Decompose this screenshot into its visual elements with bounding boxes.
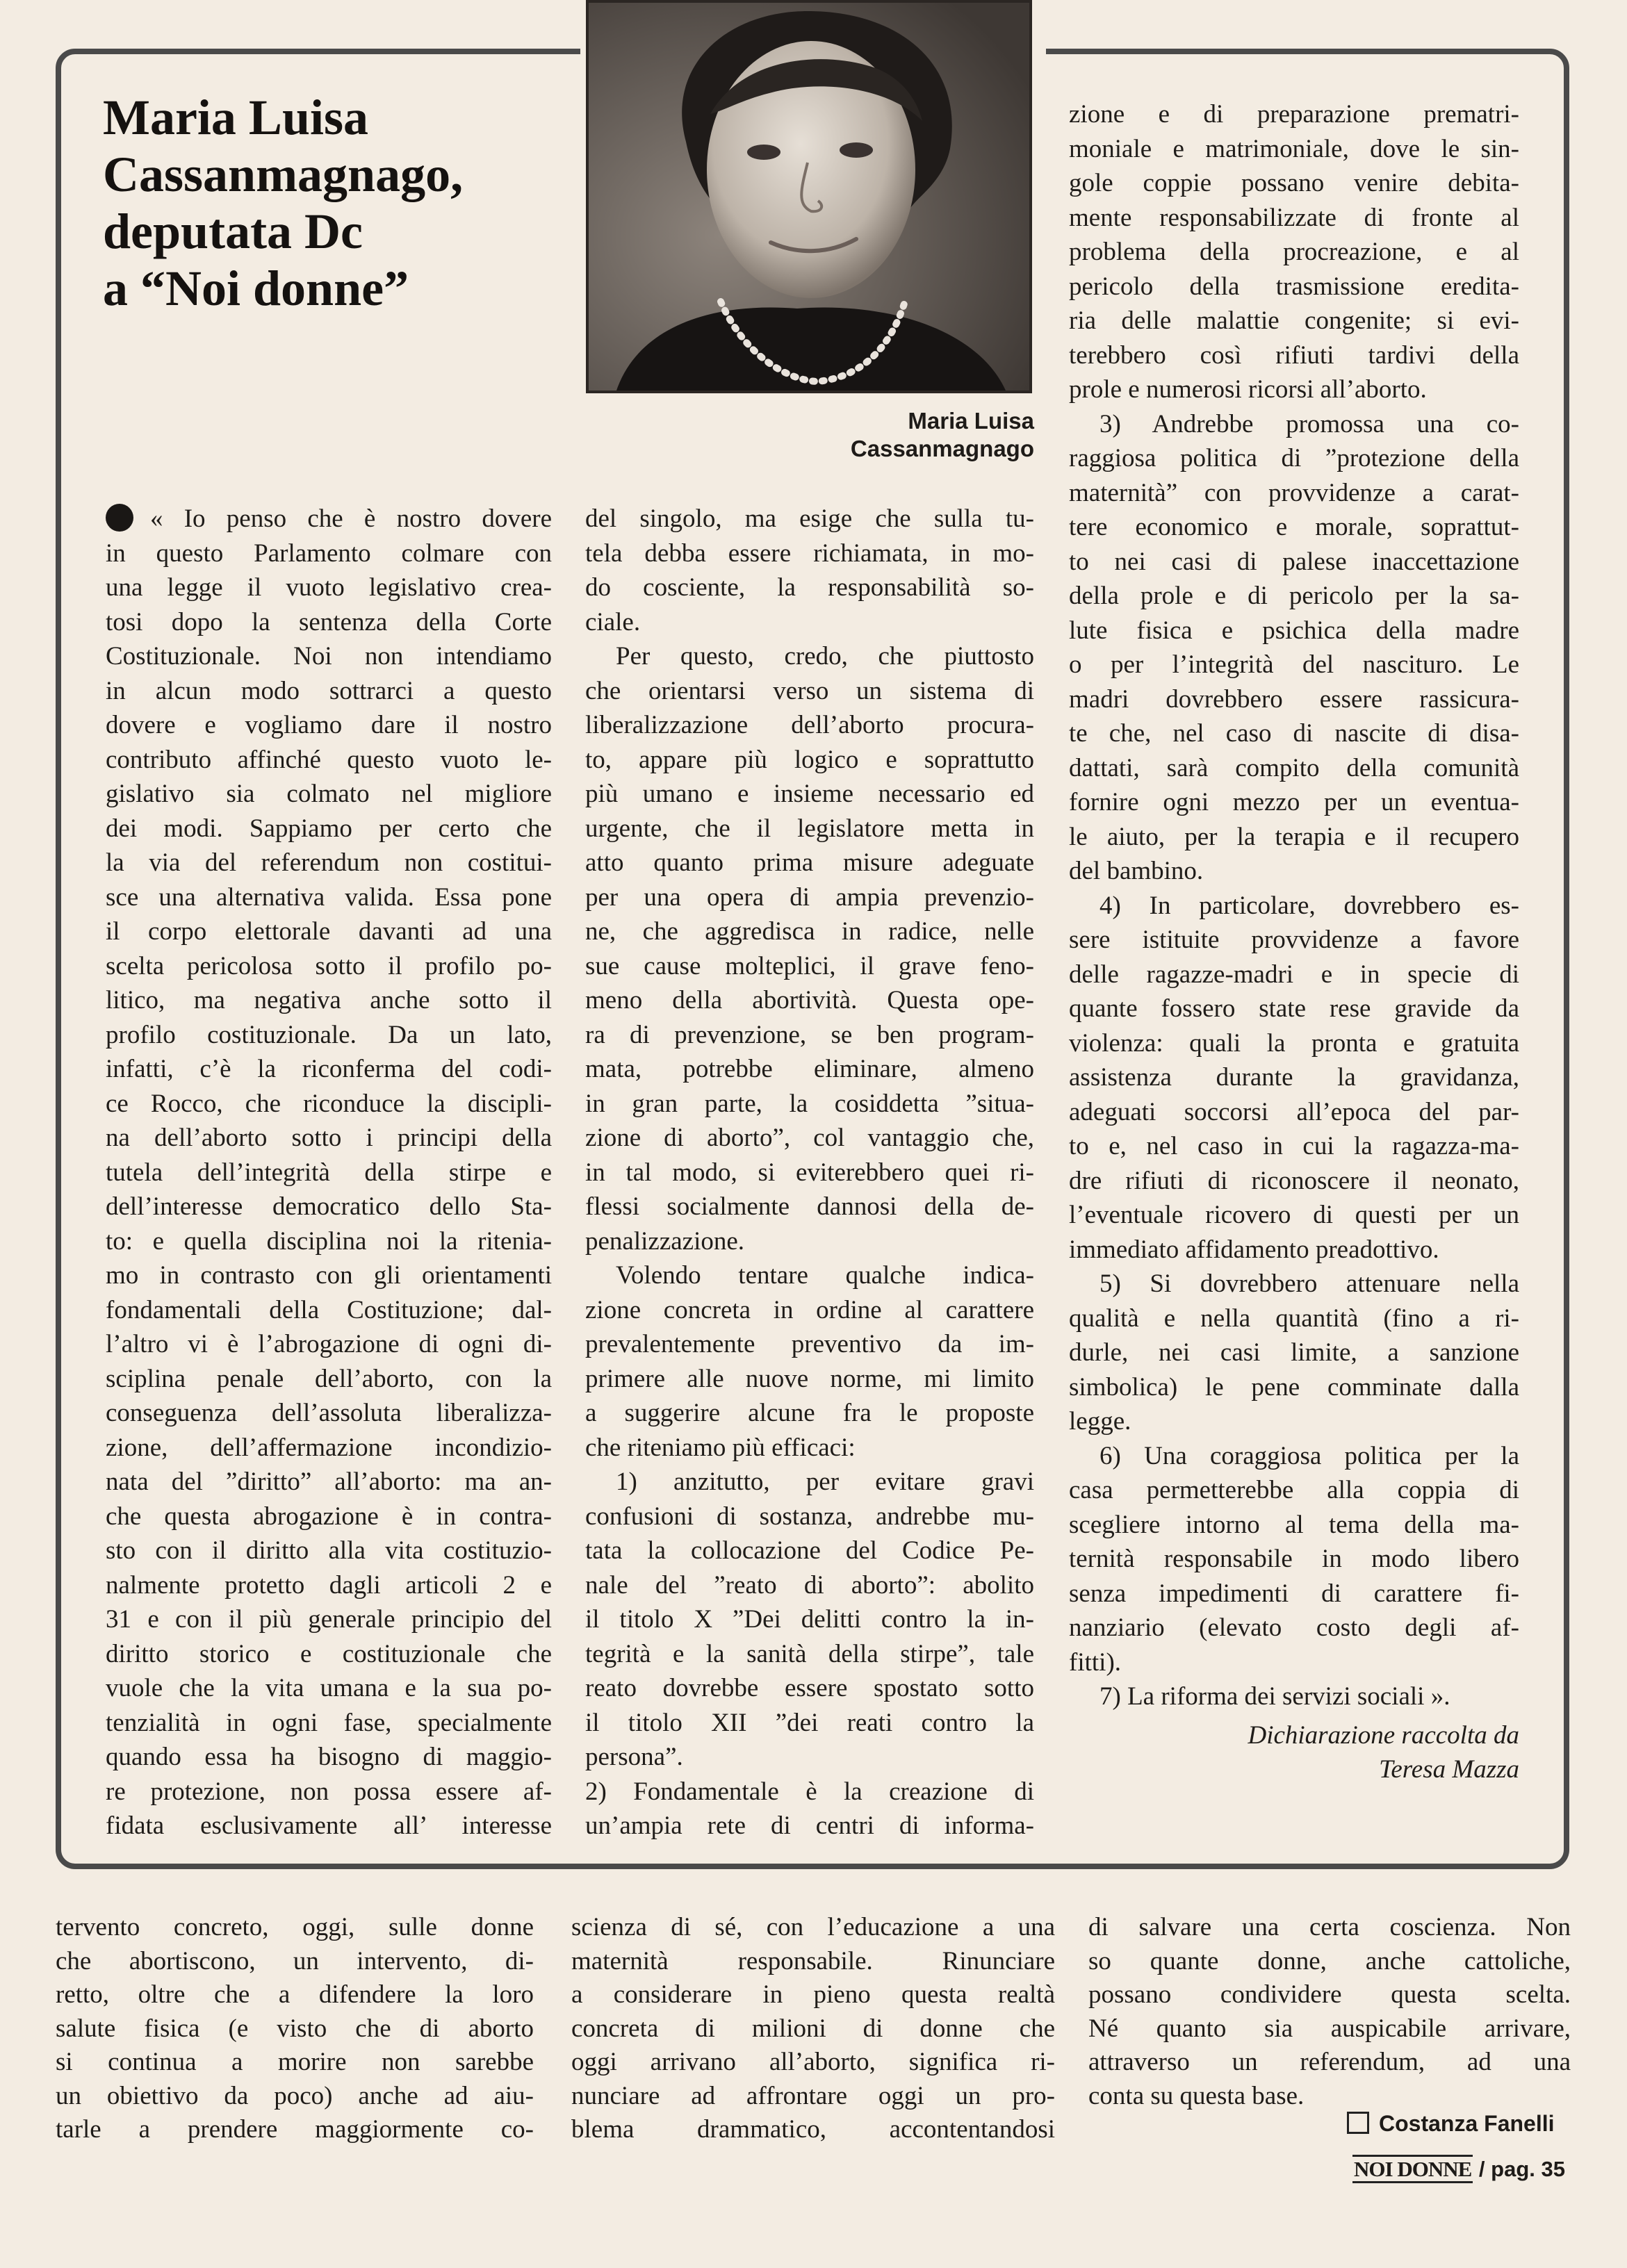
text-line: a considerare in pieno questa realtà bbox=[571, 1980, 1055, 2009]
text-line: nale del ”reato di aborto”: abolito bbox=[585, 1570, 1034, 1600]
text-line: to: e quella disciplina noi la ritenia- bbox=[106, 1226, 552, 1256]
text-line: in tal modo, si eviterebbero quei ri- bbox=[585, 1158, 1034, 1187]
bottom-column-1 bbox=[56, 1911, 534, 2147]
text-line: so quante donne, anche cattoliche, bbox=[1088, 1946, 1571, 1975]
text-line: violenza: quali la pronta e gratuita bbox=[1069, 1028, 1519, 1058]
text-line: dell’interesse democratico dello Sta- bbox=[106, 1192, 552, 1221]
text-line: tosi dopo la sentenza della Corte bbox=[106, 607, 552, 636]
text-line: lute fisica e psichica della madre bbox=[1069, 616, 1519, 645]
text-line: tenzialità in ogni fase, specialmente bbox=[106, 1708, 552, 1737]
text-line: zione e di preparazione prematri- bbox=[1069, 100, 1519, 129]
text-line: sce una alternativa valida. Essa pone bbox=[106, 882, 552, 912]
end-square-icon bbox=[1347, 2112, 1369, 2134]
text-line: maternità responsabile. Rinunciare bbox=[571, 1946, 1055, 1975]
text-line: che riteniamo più efficaci: bbox=[585, 1433, 856, 1462]
text-line: il corpo elettorale davanti ad una bbox=[106, 917, 552, 946]
text-line: sue cause molteplici, il grave feno- bbox=[585, 951, 1034, 980]
text-line: diritto storico e costituzionale che bbox=[106, 1639, 552, 1668]
text-line: retto, oltre che a difendere la loro bbox=[56, 1980, 534, 2009]
text-line: gislativo sia colmato nel migliore bbox=[106, 780, 552, 808]
text-line: la via del referendum non costitui- bbox=[106, 848, 552, 877]
text-line: più umano e insieme necessario ed bbox=[585, 780, 1034, 808]
text-line: confusioni di sostanza, andrebbe mu- bbox=[585, 1502, 1034, 1531]
text-line: in alcun modo sottrarci a questo bbox=[106, 676, 552, 705]
text-line: 2) Fondamentale è la creazione di bbox=[585, 1777, 1034, 1806]
title-line: a “Noi donne” bbox=[103, 261, 409, 316]
text-line: possano condividere questa scelta. bbox=[1088, 1980, 1571, 2009]
text-line: tervento concreto, oggi, sulle donne bbox=[56, 1913, 534, 1941]
text-line: zione concreta in ordine al carattere bbox=[585, 1295, 1034, 1324]
author-name: Costanza Fanelli bbox=[1379, 2111, 1555, 2136]
text-line: casa permetterebbe alla coppia di bbox=[1069, 1476, 1519, 1504]
text-line: primere alle nuove norme, mi limito bbox=[585, 1364, 1034, 1393]
text-line: qualità e nella quantità (fino a ri- bbox=[1069, 1304, 1519, 1333]
text-line: concreta di milioni di donne che bbox=[571, 2014, 1055, 2043]
text-line: tegrità e la sanità della stirpe”, tale bbox=[585, 1639, 1034, 1668]
text-line: 7) La riforma dei servizi sociali ». bbox=[1099, 1682, 1450, 1711]
text-line: infatti, c’è la riconferma del codi- bbox=[106, 1055, 552, 1083]
text-line: to nei casi di palese inaccettazione bbox=[1069, 547, 1519, 576]
text-line: ciale. bbox=[585, 607, 641, 636]
caption-line: Maria Luisa bbox=[908, 408, 1034, 434]
text-line: problema della procreazione, e al bbox=[1069, 238, 1519, 266]
text-line: 5) Si dovrebbero attenuare nella bbox=[1099, 1269, 1519, 1298]
bottom-column-2 bbox=[571, 1911, 1055, 2147]
text-line: mo in contrasto con gli orientamenti bbox=[106, 1261, 552, 1290]
text-line: flessi socialmente dannosi della de- bbox=[585, 1192, 1034, 1221]
text-line: ternità responsabile in modo libero bbox=[1069, 1545, 1519, 1573]
text-line: atto quanto prima misure adeguate bbox=[585, 848, 1034, 877]
credit-line: Dichiarazione raccolta da bbox=[1248, 1720, 1519, 1750]
text-line: dei modi. Sappiamo per certo che bbox=[106, 814, 552, 843]
text-line: in questo Parlamento colmare con bbox=[106, 539, 552, 568]
column-1 bbox=[106, 502, 552, 1843]
text-line: fitti). bbox=[1069, 1647, 1122, 1677]
text-line: penalizzazione. bbox=[585, 1226, 745, 1256]
text-line: le aiuto, per la terapia e il recupero bbox=[1069, 822, 1519, 851]
text-line: delle ragazze-madri e in specie di bbox=[1069, 960, 1519, 989]
text-line: meno della abortività. Questa ope- bbox=[585, 986, 1034, 1014]
text-line: « Io penso che è nostro dovere bbox=[150, 504, 552, 533]
text-line: ra di prevenzione, se ben program- bbox=[585, 1020, 1034, 1049]
paragraph bbox=[106, 502, 552, 1843]
text-line: della prole e di pericolo per la sa- bbox=[1069, 582, 1519, 610]
article-title bbox=[103, 89, 520, 317]
text-line: 1) anzitutto, per evitare gravi bbox=[616, 1468, 1034, 1496]
text-line: o per l’integrità del nascituro. Le bbox=[1069, 650, 1519, 679]
text-line: te che, nel caso di nascite di disa- bbox=[1069, 719, 1519, 748]
text-line: contributo affinché questo vuoto le- bbox=[106, 745, 552, 774]
column-2 bbox=[585, 502, 1034, 1843]
page-number: pag. 35 bbox=[1491, 2157, 1565, 2181]
text-line: litico, ma negativa anche sotto il bbox=[106, 986, 552, 1014]
text-line: simbolica) le pene comminate dalla bbox=[1069, 1372, 1519, 1402]
text-line: tarle a prendere maggiormente co- bbox=[56, 2115, 534, 2144]
text-line: do cosciente, la responsabilità so- bbox=[585, 573, 1034, 602]
text-line: 3) Andrebbe promossa una co- bbox=[1099, 409, 1519, 438]
text-line: prole e numerosi ricorsi all’aborto. bbox=[1069, 375, 1427, 404]
text-line: nunciare ad affrontare oggi un pro- bbox=[571, 2081, 1055, 2110]
author-byline bbox=[1347, 2111, 1555, 2137]
text-line: scegliere intorno al tema della ma- bbox=[1069, 1510, 1519, 1539]
text-line: re protezione, non possa essere af- bbox=[106, 1777, 552, 1806]
text-line: raggiosa politica di ”protezione della bbox=[1069, 444, 1519, 472]
text-line: che questa abrogazione è in contra- bbox=[106, 1502, 552, 1531]
text-line: zione, dell’affermazione incondizio- bbox=[106, 1433, 552, 1462]
text-line: l’eventuale ricovero di questi per un bbox=[1069, 1201, 1519, 1229]
credit-name: Teresa Mazza bbox=[1379, 1755, 1519, 1784]
text-line: na dell’aborto sotto i principi della bbox=[106, 1124, 552, 1152]
masthead-logo: NOI DONNE bbox=[1352, 2155, 1473, 2183]
text-line: Né quanto sia auspicabile arrivare, bbox=[1088, 2014, 1571, 2043]
portrait-photo bbox=[586, 0, 1032, 393]
text-line: mata, potrebbe eliminare, almeno bbox=[585, 1055, 1034, 1083]
text-line: conseguenza dell’assoluta liberalizza- bbox=[106, 1399, 552, 1427]
text-line: scienza di sé, con l’educazione a una bbox=[571, 1913, 1055, 1941]
text-line: per una opera di ampia prevenzio- bbox=[585, 882, 1034, 912]
text-line: legge. bbox=[1069, 1407, 1131, 1436]
caption-line: Cassanmagnago bbox=[850, 436, 1034, 461]
text-line: si continua a morire non sarebbe bbox=[56, 2048, 534, 2076]
interview-credit bbox=[1069, 1718, 1519, 1787]
text-line: che abortiscono, un intervento, di- bbox=[56, 1946, 534, 1975]
text-line: l’altro vi è l’abrogazione di ogni di- bbox=[106, 1330, 552, 1358]
bullet-icon bbox=[106, 504, 133, 532]
text-line: moniale e matrimoniale, dove le sin- bbox=[1069, 134, 1519, 163]
folio-separator: / bbox=[1478, 2157, 1485, 2181]
photo-caption bbox=[765, 407, 1034, 463]
text-line: assistenza durante la gravidanza, bbox=[1069, 1063, 1519, 1092]
text-line: Per questo, credo, che piuttosto bbox=[616, 642, 1034, 671]
text-line: tela debba essere richiamata, in mo- bbox=[585, 539, 1034, 568]
text-line: adeguati soccorsi all’epoca del par- bbox=[1069, 1097, 1519, 1126]
text-line: quante fossero state rese gravide da bbox=[1069, 994, 1519, 1023]
text-line: tata la collocazione del Codice Pe- bbox=[585, 1536, 1034, 1565]
text-line: nanziario (elevato costo degli af- bbox=[1069, 1613, 1519, 1642]
text-line: tutela dell’integrità della stirpe e bbox=[106, 1158, 552, 1187]
text-line: sciplina penale dell’aborto, con la bbox=[106, 1364, 552, 1393]
text-line: sto con il diritto alla vita costituzio- bbox=[106, 1536, 552, 1565]
text-line: salute fisica (e visto che di aborto bbox=[56, 2014, 534, 2043]
text-line: tere economico e morale, soprattut- bbox=[1069, 513, 1519, 541]
text-line: fondamentali della Costituzione; dal- bbox=[106, 1295, 552, 1324]
text-line: ne, che aggredisca in radice, nelle bbox=[585, 917, 1034, 946]
text-line: persona”. bbox=[585, 1743, 683, 1771]
text-line: sere istituite provvidenze a favore bbox=[1069, 926, 1519, 954]
text-line: il titolo XII ”dei reati contro la bbox=[585, 1708, 1034, 1737]
text-line: quando essa ha bisogno di maggio- bbox=[106, 1743, 552, 1771]
page-folio bbox=[1352, 2157, 1565, 2182]
text-line: dattati, sarà compito della comunità bbox=[1069, 753, 1519, 782]
text-line: del singolo, ma esige che sulla tu- bbox=[585, 504, 1034, 533]
title-line: deputata Dc bbox=[103, 204, 363, 259]
text-line: dre rifiuti di riconoscere il neonato, bbox=[1069, 1166, 1519, 1195]
text-line: senza impedimenti di carattere fi- bbox=[1069, 1579, 1519, 1608]
text-line: urgente, che il legislatore metta in bbox=[585, 814, 1034, 843]
column-3 bbox=[1069, 97, 1519, 1787]
text-line: durle, nei casi limite, a sanzione bbox=[1069, 1338, 1519, 1367]
text-line: un’ampia rete di centri di informa- bbox=[585, 1811, 1034, 1840]
title-line: Maria Luisa bbox=[103, 90, 369, 145]
text-line: nalmente protetto dagli articoli 2 e bbox=[106, 1570, 552, 1600]
text-line: 31 e con il più generale principio del bbox=[106, 1605, 552, 1634]
text-line: di salvare una certa coscienza. Non bbox=[1088, 1913, 1571, 1941]
text-line: Volendo tentare qualche indica- bbox=[616, 1261, 1034, 1290]
text-line: una legge il vuoto legislativo crea- bbox=[106, 573, 552, 602]
text-line: gole coppie possano venire debita- bbox=[1069, 169, 1519, 197]
text-line: che orientarsi verso un sistema di bbox=[585, 676, 1034, 705]
text-line: immediato affidamento preadottivo. bbox=[1069, 1235, 1439, 1264]
text-line: in gran parte, la cosiddetta ”situa- bbox=[585, 1089, 1034, 1118]
text-line: maternità” con provvidenze a carat- bbox=[1069, 478, 1519, 507]
text-line: un obiettivo da poco) anche ad aiu- bbox=[56, 2081, 534, 2110]
text-line: 4) In particolare, dovrebbero es- bbox=[1099, 891, 1519, 920]
text-line: a suggerire alcune fra le proposte bbox=[585, 1399, 1034, 1427]
text-line: prevalentemente preventivo da im- bbox=[585, 1330, 1034, 1358]
text-line: Costituzionale. Noi non intendiamo bbox=[106, 642, 552, 671]
bottom-column-3 bbox=[1088, 1911, 1571, 2113]
text-line: conta su questa base. bbox=[1088, 2081, 1305, 2110]
text-line: attraverso un referendum, ad una bbox=[1088, 2048, 1571, 2076]
text-line: fidata esclusivamente all’ interesse bbox=[106, 1811, 552, 1840]
text-line: mente responsabilizzate di fronte al bbox=[1069, 203, 1519, 232]
portrait-image bbox=[589, 3, 1029, 391]
text-line: terebbero così rifiuti tardivi della bbox=[1069, 340, 1519, 370]
text-line: il titolo X ”Dei delitti contro la in- bbox=[585, 1605, 1034, 1634]
text-line: 6) Una coraggiosa politica per la bbox=[1099, 1441, 1519, 1470]
text-line: to, appare più logico e soprattutto bbox=[585, 745, 1034, 774]
text-line: reato dovrebbe essere spostato sotto bbox=[585, 1674, 1034, 1702]
text-line: oggi arrivano all’aborto, significa ri- bbox=[571, 2048, 1055, 2076]
text-line: pericolo della trasmissione eredita- bbox=[1069, 272, 1519, 301]
text-line: scelta pericolosa sotto il profilo po- bbox=[106, 951, 552, 980]
text-line: del bambino. bbox=[1069, 857, 1204, 885]
text-line: nata del ”diritto” all’aborto: ma an- bbox=[106, 1468, 552, 1496]
text-line: dovere e vogliamo dare il nostro bbox=[106, 711, 552, 739]
text-line: liberalizzazione dell’aborto procura- bbox=[585, 711, 1034, 739]
text-line: ria delle malattie congenite; si evi- bbox=[1069, 306, 1519, 335]
text-line: profilo costituzionale. Da un lato, bbox=[106, 1020, 552, 1049]
text-line: blema drammatico, accontentandosi bbox=[571, 2115, 1055, 2144]
text-line: madri dovrebbero essere rassicura- bbox=[1069, 684, 1519, 714]
text-line: zione di aborto”, col vantaggio che, bbox=[585, 1124, 1034, 1152]
title-line: Cassanmagnago, bbox=[103, 147, 464, 202]
text-line: fornire ogni mezzo per un eventua- bbox=[1069, 788, 1519, 816]
text-line: ce Rocco, che riconduce la discipli- bbox=[106, 1089, 552, 1118]
text-line: to e, nel caso in cui la ragazza-ma- bbox=[1069, 1132, 1519, 1160]
text-line: vuole che la vita umana e la sua po- bbox=[106, 1674, 552, 1702]
